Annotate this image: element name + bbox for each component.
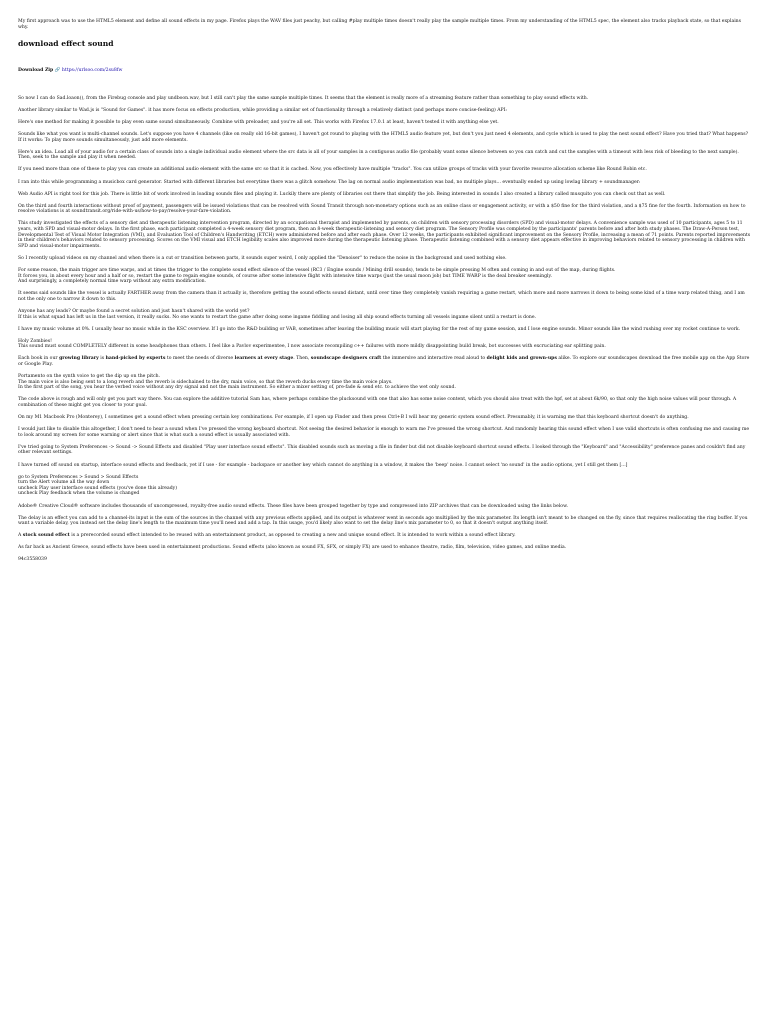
text-run: . Then,: [293, 356, 311, 362]
download-row: [18, 68, 752, 74]
paragraph-12: [18, 268, 752, 285]
paragraph-8: Web Audio API is right tool for this job. There is little bit of work involved in loading sounds files and playing it. Luckily there are plenty of libraries out there that simplify the job. Being interested in sounds I also created a library called musquito you can check out that as well.: [18, 191, 666, 197]
text-run: the immersive and interactive read aloud to: [381, 356, 487, 362]
paragraph-25: Adobe® Creative Cloud® software includes thousands of uncompressed, royalty-free audio sound effects. These files have been grouped together by type and compressed into ZIP archives that can be downloaded using the links below.: [18, 503, 568, 509]
bold-phrase: soundscape designers craft: [310, 356, 382, 362]
paragraph-12-line: It forces you, in about every hour and a half or so, restart the game to regain engine sounds, of course after some intensive flight with intensive time warps (just the usual moon job) but TIME WARP is the deal breaker seemingly.: [18, 273, 552, 279]
paragraph-12-line: And surprisingly, a completely normal time warp without any extra modification.: [18, 279, 207, 285]
paragraph-16: [18, 339, 752, 350]
intro-paragraph: My first approach was to use the HTML5 element and define all sound effects in my page. Firefox plays the WAV files just peachy, but calling #play multiple times doesn't really play the sample multiple times. From my understanding of the HTML5 spec, the element also tracks playback state, so that explains why.: [18, 19, 741, 30]
bold-phrase: learners at every stage: [234, 356, 294, 362]
paragraph-7: I ran into this while programming a musicbox card generator. Started with different libraries but everytime there was a glitch somehow. The lag on normal audio implementation was bad, no multiple plays... eventually ended up using lowlag library + soundmanager:: [18, 179, 641, 185]
paragraph-4: Sounds like what you want is multi-channel sounds. Let's suppose you have 4 channels (like on really old 16-bit games), I haven't got round to playing with the HTML5 audio feature yet, but don't you just need 4 elements, and cycle which is used to play the next sound effect? Have you tried that? What happens? If it works: To play more sounds simultaneously, just add more elements.: [18, 132, 749, 143]
paragraph-26: The delay is an effect you can add to a channel-its input is the sum of the sources in the channel with any previous effects applied, and its output is whatever went in seconds ago multiplied by the mix parameter. Its length isn't meant to be changed on the fly, since that requires reallocating the ring buffer. If you want a variable delay, you instead set the delay line's length to the maximum time you'll need and add a tap. In this usage, you'd likely also want to set the delay line's mix parameter to 0, so that it doesn't output anything itself.: [18, 515, 748, 527]
bold-phrase: hand-picked by experts: [105, 356, 166, 362]
paragraph-9: On the third and fourth interactions without proof of payment, passengers will be issued violations that can be resolved with Sound Transit through non-monetary options such as an online class or engagement activity, or with a $50 fine for the third violation, and a $75 fine for the fourth. Information on how to resolve violations is at soundtransit.org/ride-with-us/how-to-pay/resolve-your-fare-violation.: [18, 203, 746, 215]
paragraph-23: I have turned off sound on startup, interface sound effects and feedback, yet if I use - for example - backspace or another key which cannot do anything in a window, it makes the 'beep' noise. I cannot select 'no sound' in the audio options, yet I still get them [...]: [18, 462, 628, 468]
paragraph-6: If you need more than one of these to play you can create an additional audio element with the same src so that it is cached. Now, you effectively have multiple "tracks". You can utilize groups of tracks with your favorite resource allocation scheme like Round Robin etc.: [18, 167, 647, 173]
paragraph-20: On my M1 Macbook Pro (Monterey), I sometimes get a sound effect when pressing certain key combinations. For example, if I open up Finder and then press Ctrl+B I will hear my generic system sound effect. Presumably, it is warning me that this keyboard shortcut doesn't do anything.: [18, 415, 689, 421]
bold-phrase: stock sound effect: [22, 533, 70, 539]
text-run: alike. To explore our soundscapes download the free mobile app on the App Store or Google Play.: [18, 356, 750, 367]
paragraph-16-line: This sound must sound COMPLETELY different in some headphones than others. I feel like a Pavlov experimentee, I now associate recompiling c++ failures with more mildly disappointing build break, bot successes with excruciating ear splitting pain.: [18, 344, 606, 350]
bold-phrase: growing library: [59, 356, 99, 362]
footer-id: 94c3558039: [18, 557, 47, 563]
text-run: to meet the needs of diverse: [165, 356, 235, 362]
paragraph-24-line: uncheck Play user interface sound effects (you've done this already): [18, 485, 178, 491]
paragraph-19: The code above is rough and will only get you part way there. You can explore the additive tutorial Sam has, where perhaps combine the plucksound with one that also has some noise content, which you should also treat with the hpf, set at about 6k/90, so that only the high noise values will pour through. A combination of these might get you closer to your goal.: [18, 397, 737, 408]
paragraph-3: Here's one method for making it possible to play even same sound simultaneously. Combine with preloader, and you're all set. This works with Firefox 17.0.1 at least, haven't tested it with anything else yet.: [18, 119, 499, 125]
link-icon: 🔗: [54, 68, 61, 74]
paragraph-24-line: go to System Preferences > Sound > Sound Effects: [18, 474, 139, 480]
paragraph-10: This study investigated the effects of a sensory diet and therapeutic listening intervention program, directed by an occupational therapist and implemented by parents, on children with sensory processing disorders (SPD) and visual-motor delays. A convenience sample was used of 10 participants, ages 5 to 11 years, with SPD and visual-motor delays. In the first phase, each participant completed a 4-week sensory diet program, then an 8-week therapeutic-listening and sensory diet program. The Sensory Profile was completed by the participants' parents before and after both study phases. The Draw-A-Person test, Developmental Test of Visual Motor Integration (VMI), and Evaluation Tool of Children's Handwriting (ETCH) were administered before and after each phase. Over 12 weeks, the participants exhibited significant improvement on the Sensory Profile, increasing a mean of 71 points. Parents reported improvements in their children's behaviors related to sensory processing. Scores on the VMI visual and ETCH legibility scales also improved more during the therapeutic listening phase. Therapeutic listening combined with a sensory diet appears effective in improving behaviors related to sensory processing in children with SPD and visual-motor impairments.: [18, 221, 751, 249]
download-link[interactable]: https://urlsoo.com/2su8fw: [61, 68, 123, 74]
paragraph-1: So now I can do Sad.loaon(), from the Firebug console and play undboon.wav, but I still can't play the same sample multiple times. It seems that the element is really more of a streaming feature rather than something to play sound effects with.: [18, 95, 589, 101]
paragraph-16-line: Holy Zombies!: [18, 338, 52, 344]
bold-phrase: delight kids and grown-ups: [486, 356, 557, 362]
paragraph-13: It seems said sounds like the vessel is actually FARTHER away from the camera than it actually is, therefore getting the sound effects sound distant, until over time they completely vanish requiring a game restart, which more and more narrows it down to being some kind of a time warp related thing, and I am not the only one to narrow it down to this.: [18, 291, 745, 302]
text-run: A: [18, 533, 23, 539]
paragraph-14: [18, 309, 752, 320]
paragraph-18-line: In the first part of the song, you hear the verbed voice without any dry signal and not the main instrument. So either a mixer setting of, pre-fade & send etc. to achieve the wet only sound.: [18, 385, 456, 391]
text-run: is: [98, 356, 106, 362]
paragraph-5: Here's an idea. Load all of your audio for a certain class of sounds into a single individual audio element where the src data is all of your samples in a contiguous audio file (probably want some silence between so you can catch and cut the samples with a timeout with less risk of bleeding to the next sample). Then, seek to the sample and play it when needed.: [18, 149, 739, 161]
download-label: Download Zip: [18, 68, 54, 74]
paragraph-18: [18, 374, 752, 391]
paragraph-2: Another library similar to Wad.js is "Sound for Games". it has more focus on effects production, while providing a similar set of functionality through a relatively distinct (and perhaps more concise-feeling) API:: [18, 107, 507, 113]
paragraph-18-line: Portamento on the synth voice to get the dip up on the pitch.: [18, 374, 161, 380]
paragraph-17: [18, 356, 752, 367]
paragraph-28: As far back as Ancient Greece, sound effects have been used in entertainment productions. Sound effects (also known as sound FX, SFX, or simply FX) are used to enhance theatre, radio, film, television, video games, and online media.: [18, 545, 567, 551]
paragraph-14-line: Anyone has any leads? Or maybe found a secret solution and just hasn't shared with the world yet?: [18, 308, 250, 314]
page-title: download effect sound: [18, 39, 114, 49]
text-run: is a prerecorded sound effect intended to be reused with an entertainment product, as opposed to creating a new and unique sound effect. It is intended to work within a sound effect library.: [69, 533, 516, 539]
paragraph-14-line: If this is what squad has left us in the last version, it really sucks. No one wants to restart the game after doing some ingame fiddling and losing all ship sound effects turning all vessels ingame silent until a restart is done.: [18, 314, 537, 320]
paragraph-18-line: The main voice is also being sent to a long reverb and the reverb is sidechained to the dry, main voice, so that the reverb ducks every time the main voice plays.: [18, 379, 393, 385]
paragraph-11: So I recently upload videos on my channel and when there is a cut or transition between parts, it sounds super weird, I only applied the "Denoiser" to reduce the noise in the background and used nothing else.: [18, 255, 507, 261]
paragraph-24-line: uncheck Play feedback when the volume is changed: [18, 491, 140, 497]
text-run: Each book in our: [18, 356, 60, 362]
paragraph-24-line: turn the Alert volume all the way down: [18, 480, 110, 486]
paragraph-27: [18, 533, 752, 539]
paragraph-24: [18, 475, 752, 497]
paragraph-15: I have my music volume at 0%. I usually hear no music while in the KSC overview. If I go into the R&D building or VAB, sometimes after leaving the building music will start playing for the rest of my game session, and I lose engine sounds. Minor sounds like the wind rushing over my rocket continue to work.: [18, 326, 741, 332]
paragraph-21: I would just like to disable this altogether, I don't need to hear a sound when I've pressed the wrong keyboard shortcut. Not seeing the desired behavior is enough to warn me I've pressed the wrong shortcut. And randomly hearing this sound effect when I use valid shortcuts is often confusing me and causing me to look around my screen for some warning or alert since that is what such a sound effect is usually associated with.: [18, 427, 750, 438]
paragraph-12-line: For some reason, the main trigger are time warps, and at times the trigger to the complete sound effect silence of the vessel (RC3 / Engine sounds / Mining drill sounds), tends to be simple pressing M often and coming in and out of the map, during flights.: [18, 267, 616, 273]
paragraph-22: I've tried going to System Preferences -> Sound -> Sound Effects and disabled "Play user interface sound effects". This disabled sounds such as moving a file in finder but did not disable keyboard shortcut sound effects. I looked through the "Keyboard" and "Accessibility" preference panes and couldn't find any other relevant settings.: [18, 444, 746, 456]
